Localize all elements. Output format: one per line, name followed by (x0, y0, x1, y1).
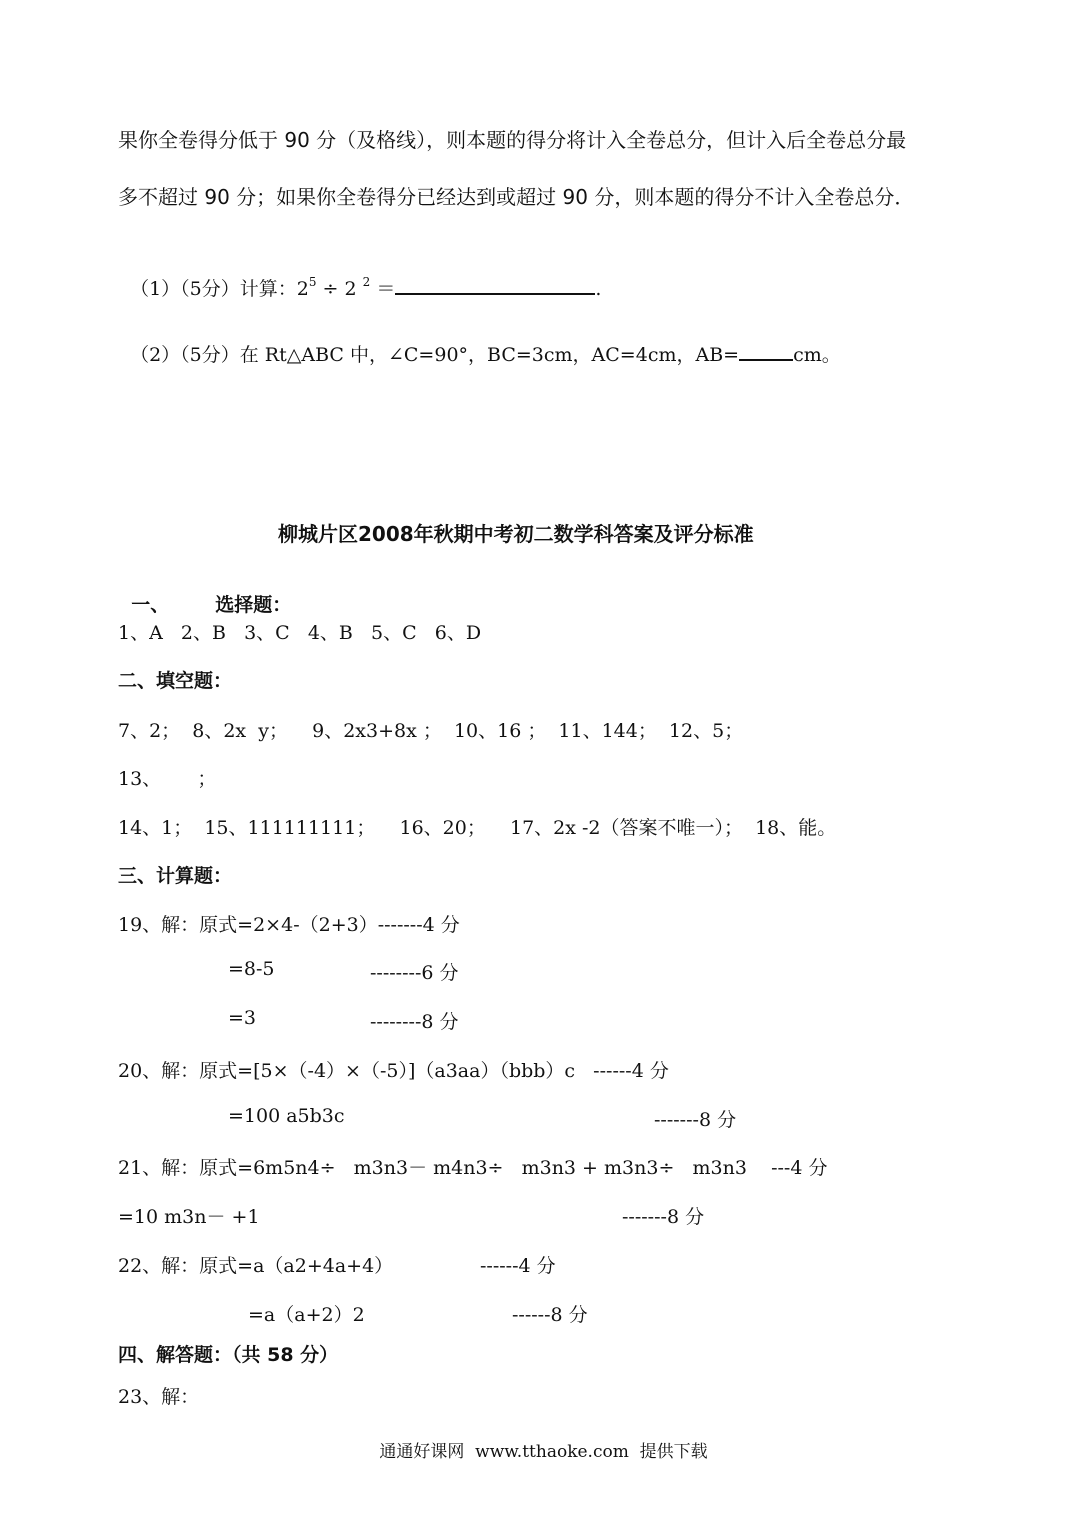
question-2 (118, 318, 841, 367)
q22-line-1-score: ------4 分 (480, 1255, 556, 1277)
fill-answers-1: 7、2； 8、2x y； 9、2x3+8x ； 10、16 ； 11、144； 12、5； (118, 720, 744, 742)
q23-line: 23、解： (118, 1386, 200, 1408)
answer-blank-2 (739, 341, 793, 361)
q21-line-2: =10 m3n－ +1 (118, 1206, 260, 1228)
q19-line-2: =8-5 (228, 958, 275, 980)
q22-line-1: 22、解：原式=a（a2+4a+4） (118, 1255, 394, 1277)
answer-title: 柳城片区2008年秋期中考初二数学科答案及评分标准 (278, 522, 754, 546)
section-1-heading (118, 568, 291, 617)
q19-line-2-score: --------6 分 (370, 962, 459, 984)
intro-line-1: 果你全卷得分低于 90 分（及格线），则本题的得分将计入全卷总分，但计入后全卷总分最 (118, 128, 907, 152)
page-footer: 通通好课网 www.tthaoke.com 提供下载 (379, 1442, 708, 1462)
question-1-exponent-2: 2 (362, 275, 371, 289)
intro-line-2: 多不超过 90 分；如果你全卷得分已经达到或超过 90 分，则本题的得分不计入全卷总分． (118, 185, 915, 209)
q19-line-1: 19、解：原式=2×4-（2+3）-------4 分 (118, 914, 460, 936)
fill-answers-3: 14、1； 15、111111111； 16、20； 17、2x -2（答案不唯一）； 18、能。 (118, 817, 837, 839)
section-1-number: 一、 (131, 594, 170, 616)
q20-line-1: 20、解：原式=[5×（-4）×（-5）]（a3aa）（bbb）c ------4 分 (118, 1060, 669, 1082)
question-1-label: （1）（5分）计算： (130, 278, 297, 300)
q20-line-2-score: -------8 分 (654, 1109, 737, 1131)
section-1-title: 选择题： (215, 594, 292, 616)
q19-line-3: =3 (228, 1007, 257, 1029)
question-1-operator: ÷ 2 (316, 278, 363, 300)
section-4-heading: 四、解答题：（共 58 分） (118, 1344, 339, 1366)
q22-line-2-score: ------8 分 (512, 1304, 588, 1326)
section-2-heading: 二、填空题： (118, 670, 233, 692)
question-1-end: . (595, 278, 602, 300)
question-1-exponent-1: 5 (308, 275, 317, 289)
question-1 (118, 252, 601, 301)
fill-answers-2: 13、 ； (118, 768, 217, 790)
q20-line-2: =100 a5b3c (228, 1105, 345, 1127)
choice-answers: 1、A 2、B 3、C 4、B 5、C 6、D (118, 622, 482, 644)
question-2-text: （2）（5分）在 Rt△ABC 中，∠C=90°，BC=3cm，AC=4cm，AB= (130, 344, 740, 366)
q21-line-2-score: -------8 分 (622, 1206, 705, 1228)
q19-line-3-score: --------8 分 (370, 1011, 459, 1033)
question-1-equals: ＝ (370, 278, 396, 300)
answer-blank-1 (395, 275, 595, 295)
q22-line-2: =a（a+2）2 (248, 1304, 365, 1326)
question-2-unit: cm。 (793, 344, 841, 366)
question-1-base: 2 (296, 278, 309, 300)
section-3-heading: 三、计算题： (118, 865, 233, 887)
q21-line-1: 21、解：原式=6m5n4÷ m3n3－ m4n3÷ m3n3 + m3n3÷ m3n3 ---4 分 (118, 1157, 828, 1179)
